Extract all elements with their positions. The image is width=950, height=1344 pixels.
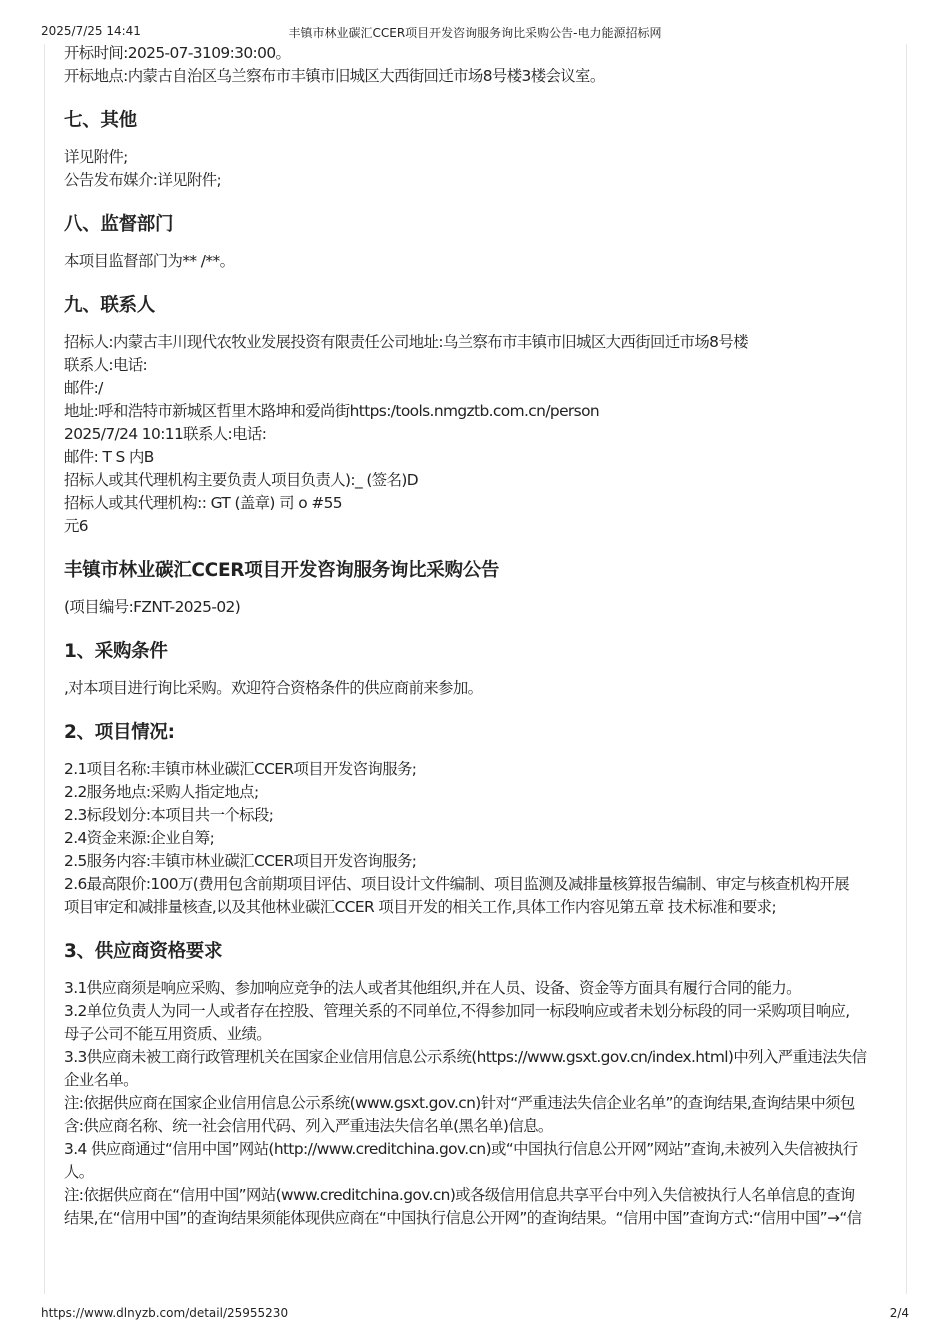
text-line: 企业名单。 bbox=[64, 1071, 138, 1089]
project-number: (项目编号:FZNT-2025-02) bbox=[64, 598, 241, 616]
print-url: https://www.dlnyzb.com/detail/25955230 bbox=[41, 1306, 289, 1320]
section-heading-procurement-conditions: 1、采购条件 bbox=[64, 641, 168, 662]
document-content bbox=[64, 42, 894, 1230]
text-line: 邮件: T S 内B bbox=[64, 448, 154, 466]
text-line: 人。 bbox=[64, 1163, 94, 1181]
text-line: 2.2服务地点:采购人指定地点; bbox=[64, 783, 259, 801]
text-line: 元6 bbox=[64, 517, 88, 535]
text-line: 招标人或其代理机构主要负责人项目负责人):_ (签名)D bbox=[64, 471, 419, 489]
text-line: 2.5服务内容:丰镇市林业碳汇CCER项目开发咨询服务; bbox=[64, 852, 417, 870]
text-line: 招标人或其代理机构:: GT (盖章) 司 o #55 bbox=[64, 494, 343, 512]
announcement-title: 丰镇市林业碳汇CCER项目开发咨询服务询比采购公告 bbox=[64, 560, 500, 581]
text-line: 2.6最高限价:100万(费用包含前期项目评估、项目设计文件编制、项目监测及减排量核算报告编制、审定与核查机构开展 bbox=[64, 875, 849, 893]
text-line: 邮件:/ bbox=[64, 379, 103, 397]
section-heading-supplier-requirements: 3、供应商资格要求 bbox=[64, 941, 223, 962]
text-line: 3.3供应商未被工商行政管理机关在国家企业信用信息公示系统(https://www.gsxt.gov.cn/index.html)中列入严重违法失信 bbox=[64, 1048, 867, 1066]
text-line: 2.3标段划分:本项目共一个标段; bbox=[64, 806, 274, 824]
text-line: 详见附件; bbox=[64, 148, 128, 166]
text-line: 注:依据供应商在国家企业信用信息公示系统(www.gsxt.gov.cn)针对“严重违法失信企业名单”的查询结果,查询结果中须包 bbox=[64, 1094, 855, 1112]
page-number: 2/4 bbox=[889, 1306, 909, 1320]
bid-opening-place: 开标地点:内蒙古自治区乌兰察布市丰镇市旧城区大西街回迁市场8号楼3楼会议室。 bbox=[64, 67, 605, 85]
print-datetime: 2025/7/25 14:41 bbox=[41, 24, 141, 38]
section-heading-supervision: 八、监督部门 bbox=[64, 214, 174, 235]
text-line: 母子公司不能互用资质、业绩。 bbox=[64, 1025, 272, 1043]
text-line: ,对本项目进行询比采购。欢迎符合资格条件的供应商前来参加。 bbox=[64, 679, 483, 697]
text-line: 2.1项目名称:丰镇市林业碳汇CCER项目开发咨询服务; bbox=[64, 760, 417, 778]
print-header bbox=[0, 22, 950, 42]
text-line: 联系人:电话: bbox=[64, 356, 148, 374]
text-line: 3.2单位负责人为同一人或者存在控股、管理关系的不同单位,不得参加同一标段响应或者未划分标段的同一采购项目响应, bbox=[64, 1002, 850, 1020]
text-line: 地址:呼和浩特市新城区哲里木路坤和爱尚街https:/tools.nmgztb.com.cn/person bbox=[64, 402, 600, 420]
text-line: 3.1供应商须是响应采购、参加响应竞争的法人或者其他组织,并在人员、设备、资金等方面具有履行合同的能力。 bbox=[64, 979, 801, 997]
text-line: 本项目监督部门为** /**。 bbox=[64, 252, 235, 270]
section-heading-other: 七、其他 bbox=[64, 110, 137, 131]
text-line: 项目审定和减排量核查,以及其他林业碳汇CCER 项目开发的相关工作,具体工作内容见第五章 技术标准和要求; bbox=[64, 898, 777, 916]
section-heading-project-info: 2、项目情况: bbox=[64, 722, 175, 743]
text-line: 注:依据供应商在“信用中国”网站(www.creditchina.gov.cn)或各级信用信息共享平台中列入失信被执行人名单信息的查询 bbox=[64, 1186, 855, 1204]
section-heading-contact: 九、联系人 bbox=[64, 295, 156, 316]
text-line: 结果,在“信用中国”的查询结果须能体现供应商在“中国执行信息公开网”的查询结果。“信用中国”查询方式:“信用中国”→“信 bbox=[64, 1209, 862, 1227]
text-line: 2.4资金来源:企业自筹; bbox=[64, 829, 215, 847]
text-line: 含:供应商名称、统一社会信用代码、列入严重违法失信名单(黑名单)信息。 bbox=[64, 1117, 553, 1135]
text-line: 3.4 供应商通过“信用中国”网站(http://www.creditchina.gov.cn)或“中国执行信息公开网”网站”查询,未被列入失信被执行 bbox=[64, 1140, 858, 1158]
text-line: 2025/7/24 10:11联系人:电话: bbox=[64, 425, 267, 443]
text-line: 招标人:内蒙古丰川现代农牧业发展投资有限责任公司地址:乌兰察布市丰镇市旧城区大西街回迁市场8号楼 bbox=[64, 333, 748, 351]
print-page-title: 丰镇市林业碳汇CCER项目开发咨询服务询比采购公告-电力能源招标网 bbox=[288, 26, 662, 40]
text-line: 公告发布媒介:详见附件; bbox=[64, 171, 222, 189]
bid-opening-time: 开标时间:2025-07-3109:30:00。 bbox=[64, 44, 291, 62]
